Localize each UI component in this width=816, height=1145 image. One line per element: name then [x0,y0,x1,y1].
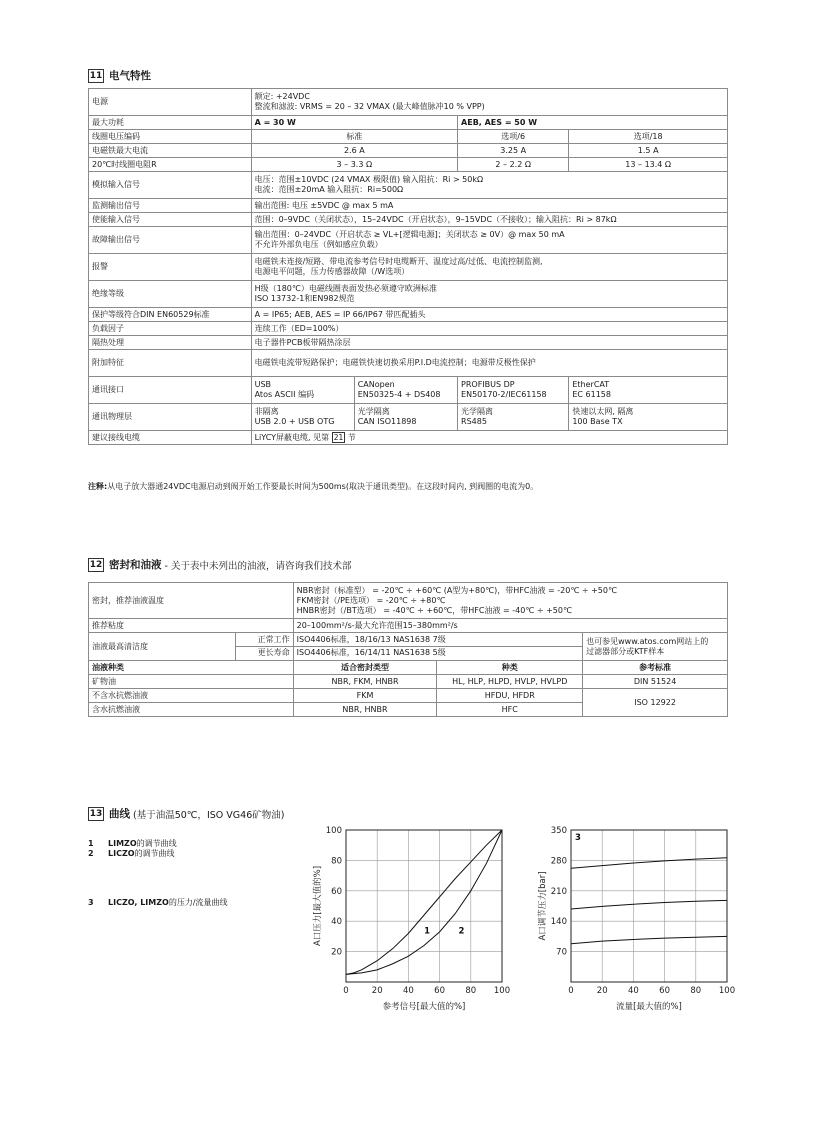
cell: 含水抗燃油液 [89,703,294,717]
row-value: 电磁铁电流带短路保护；电磁铁快速切换采用P.I.D电流控制；电源带反极性保护 [251,350,727,377]
row-value: 额定: +24VDC 整流和滤波: VRMS = 20 – 32 VMAX (最大峰值脉冲10 % VPP) [251,89,727,116]
regulation-chart [300,820,510,1020]
section-number: 12 [89,559,103,570]
series-line [571,900,727,909]
cell: 3.25 A [458,144,569,158]
cell: FKM [293,689,437,703]
row-label: 电磁铁最大电流 [89,144,252,158]
x-tick-label: 40 [402,986,414,996]
header-cell: 参考标准 [583,661,728,675]
row-value: 20–100mm²/s-最大允许范围15–380mm²/s [293,619,727,633]
cell: HFC [437,703,583,717]
cell: 3 – 3.3 Ω [251,158,457,172]
section-ref-box: 21 [333,432,344,442]
table-row [89,322,728,336]
note: 注释:从电子放大器通24VDC电源启动到阀开始工作要最长时间为500ms(取决于通讯类型)。在这段时间内, 到阀圈的电流为0。 [88,482,539,491]
legend-item: 3 LICZO, LIMZO的压力/流量曲线 [88,898,228,907]
section-title: 曲线 [109,808,130,820]
cell: CANopen EN50325-4 + DS408 [354,377,457,404]
header-cell: 油液种类 [89,661,294,675]
y-tick-label: 280 [550,856,567,867]
cell: PROFIBUS DP EN50170-2/IEC61158 [458,377,569,404]
x-tick-label: 100 [718,986,735,996]
x-tick-label: 0 [343,986,349,996]
section-title: 密封和油液 [109,559,162,571]
x-tick-label: 80 [690,986,702,996]
table-row [89,130,728,144]
row-label: 油液最高清洁度 [89,633,236,661]
cell: EtherCAT EC 61158 [569,377,728,404]
chart-label: 3 [575,833,581,843]
legend-item: 1 LIMZO的调节曲线 [88,839,177,848]
cell: 非隔离 USB 2.0 + USB OTG [251,404,354,431]
cell: 选项/18 [569,130,728,144]
x-tick-label: 40 [627,986,639,996]
section-subtitle: - 关于表中未列出的油液，请咨询我们技术部 [164,560,352,572]
cell: NBR, FKM, HNBR [293,675,437,689]
row-label: 电源 [89,89,252,116]
y-tick-label: 70 [556,947,567,958]
series-line [571,858,727,868]
row-value: 输出范围：0–24VDC（开启状态 ≥ VL+[逻辑电源]；关闭状态 ≥ 0V）@ max 50 mA 不允许外部负电压（例如感应负载） [251,227,727,254]
section-12-heading [88,557,351,572]
y-tick-label: 350 [550,826,567,836]
row-label: 20℃时线圈电阻R [89,158,252,172]
table-row [89,431,728,445]
header-cell: 适合密封类型 [293,661,437,675]
cell: 快速以太网, 隔离 100 Base TX [569,404,728,431]
row-value: NBR密封（标准型） = -20℃ ÷ +60℃ (A型为+80℃)，带HFC油液 = -20℃ ÷ +50℃ FKM密封（/PE选项） = -20℃ ÷ +80℃ HNBR密封（/BT选项） = -40℃ ÷ +60℃，带HFC油液 = -40℃ ÷ +50℃ [293,583,727,619]
y-tick-label: 100 [325,826,342,836]
legend-item: 2 LICZO的调节曲线 [88,849,175,858]
series-label: 2 [458,926,465,937]
y-tick-label: 20 [331,947,342,958]
row-value: LiYCY屏蔽电缆, 见第 21 节 [251,431,727,445]
fluid-table [88,582,728,717]
x-axis-label: 流量[最大值的%] [616,1002,682,1012]
x-tick-label: 60 [659,986,671,996]
row-value: A = IP65; AEB, AES = IP 66/IP67 带匹配插头 [251,308,727,322]
pressure-flow-chart [525,820,735,1020]
header-cell: 种类 [437,661,583,675]
cell: 选项/6 [458,130,569,144]
cell: NBR, HNBR [293,703,437,717]
row-label: 故障输出信号 [89,227,252,254]
electrical-table [88,88,728,445]
row-value: 连续工作（ED=100%） [251,322,727,336]
y-axis-label: A口调节压力[bar] [538,871,548,941]
cell: 标准 [251,130,457,144]
x-tick-label: 60 [434,986,446,996]
row-label: 通讯物理层 [89,404,252,431]
row-label: 保护等级符合DIN EN60529标准 [89,308,252,322]
row-label: 报警 [89,254,252,281]
table-row [89,116,728,130]
section-number: 11 [89,70,103,81]
row-value: AEB, AES = 50 W [458,116,728,130]
plot-frame [571,830,727,982]
x-tick-label: 100 [493,986,510,996]
table-row [89,254,728,281]
y-tick-label: 80 [331,856,342,867]
row-label: 线圈电压编码 [89,130,252,144]
table-row [89,199,728,213]
series-line [346,830,502,974]
cell: ISO 12922 [583,689,728,717]
y-axis-label: A口压力[最大值的%] [313,865,323,947]
cell: 矿物油 [89,675,294,689]
cell: HL, HLP, HLPD, HVLP, HVLPD [437,675,583,689]
x-tick-label: 0 [568,986,574,996]
section-11-heading [88,68,151,83]
row-label: 隔热处理 [89,336,252,350]
table-row [89,227,728,254]
y-tick-label: 210 [550,886,567,897]
table-header-row [89,661,728,675]
table-row [89,689,728,703]
row-label: 建议接线电缆 [89,431,252,445]
table-row [89,213,728,227]
section-number: 13 [89,808,103,819]
series-line [346,830,502,974]
y-tick-label: 140 [550,917,567,928]
table-row [89,308,728,322]
table-row [89,583,728,619]
table-row [89,377,728,404]
row-label: 模拟输入信号 [89,172,252,199]
y-tick-label: 40 [331,917,342,928]
x-tick-label: 20 [596,986,608,996]
table-row [89,281,728,308]
cell: ISO4406标准，18/16/13 NAS1638 7级 ISO4406标准，16/14/11 NAS1638 5级 [293,633,583,661]
row-value: 电磁铁未连接/短路、带电流参考信号时电缆断开、温度过高/过低、电流控制监测, 电源电平问题，压力传感器故障（/W选项） [251,254,727,281]
row-label: 使能输入信号 [89,213,252,227]
table-row [89,336,728,350]
table-row [89,675,728,689]
x-tick-label: 80 [465,986,477,996]
row-value: H级（180℃）电磁线圈表面发热必须遵守欧洲标准 ISO 13732-1和EN982规范 [251,281,727,308]
y-tick-label: 60 [331,886,342,897]
x-tick-label: 20 [371,986,383,996]
row-label: 负载因子 [89,322,252,336]
table-row [89,144,728,158]
row-value: 输出范围: 电压 ±5VDC @ max 5 mA [251,199,727,213]
row-value: 电子器件PCB板带隔热涂层 [251,336,727,350]
table-row [89,89,728,116]
cell: DIN 51524 [583,675,728,689]
row-label: 推荐粘度 [89,619,294,633]
row-label: 通讯接口 [89,377,252,404]
table-row [89,633,728,661]
cell: 2.6 A [251,144,457,158]
plot-frame [346,830,502,982]
row-label: 监测输出信号 [89,199,252,213]
series-line [571,936,727,943]
table-row [89,158,728,172]
cell: 也可参见www.atos.com网站上的 过滤器部分或KTF样本 [583,633,728,661]
series-label: 1 [424,926,431,937]
cell: 不含水抗燃油液 [89,689,294,703]
x-axis-label: 参考信号[最大值的%] [382,1002,466,1012]
cell: HFDU, HFDR [437,689,583,703]
row-label: 附加特征 [89,350,252,377]
row-label: 密封，推荐油液温度 [89,583,294,619]
row-value: 范围：0–9VDC（关闭状态），15–24VDC（开启状态），9–15VDC（不接收）；输入阻抗：Ri > 87kΩ [251,213,727,227]
table-row [89,350,728,377]
cell: 光学隔离 RS485 [458,404,569,431]
cell: 光学隔离 CAN ISO11898 [354,404,457,431]
row-value: 电压：范围±10VDC (24 VMAX 极限值) 输入阻抗：Ri > 50kΩ 电流：范围±20mA 输入阻抗：Ri=500Ω [251,172,727,199]
table-row [89,619,728,633]
cell: 13 – 13.4 Ω [569,158,728,172]
table-row [89,404,728,431]
row-label: 绝缘等级 [89,281,252,308]
row-value: A = 30 W [251,116,457,130]
row-label: 最大功耗 [89,116,252,130]
section-title: 电气特性 [109,70,151,82]
cell: 正常工作 更长寿命 [235,633,293,661]
table-row [89,172,728,199]
section-13-heading [88,806,284,821]
section-subtitle: (基于油温50℃，ISO VG46矿物油) [133,809,285,821]
cell: USB Atos ASCII 编码 [251,377,354,404]
cell: 2 – 2.2 Ω [458,158,569,172]
cell: 1.5 A [569,144,728,158]
